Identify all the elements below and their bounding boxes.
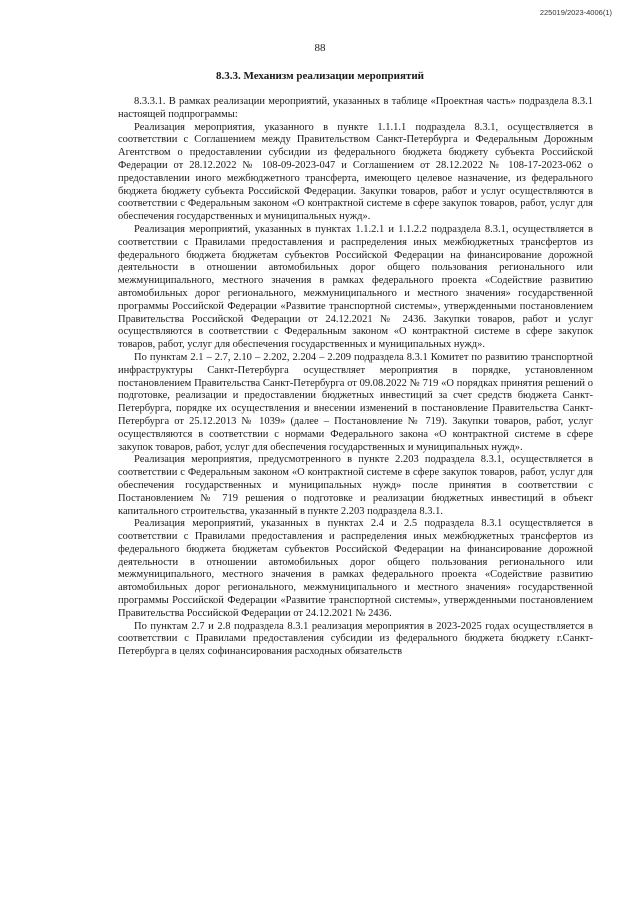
paragraph: Реализация мероприятий, указанных в пунктах 2.4 и 2.5 подраздела 8.3.1 осуществляется в соответствии с Правилами предоставления и распределения иных межбюджетных трансфертов из федерального бюджета бюджетам субъектов Российской Федерации на финансирование дорожной деятельности в отношении автомобильных дорог общего пользования регионального или межмуниципального, местного значения в рамках федерального проекта «Содействие развитию автомобильных дорог регионального, межмуниципального и местного значения» государственной программы Российской Федерации «Развитие транспортной системы», утвержденными постановлением Правительства Российской Федерации от 24.12.2021 № 2436. — [118, 518, 593, 619]
paragraph: По пунктам 2.7 и 2.8 подраздела 8.3.1 реализация мероприятия в 2023-2025 годах осуществляется в соответствии с Правилами предоставления субсидии из федерального бюджета бюджету г.Санкт-Петербурга в целях софинансирования расходных обязательств — [118, 620, 593, 658]
paragraph: Реализация мероприятия, указанного в пункте 1.1.1.1 подраздела 8.3.1, осуществляется в соответствии с Соглашением между Правительством Санкт-Петербурга и Федеральным Дорожным Агентством о предоставлении субсидии из федерального бюджета бюджету субъекта Российской Федерации от 28.12.2022 № 108-09-2023-047 и Соглашением от 28.12.2022 № 108-17-2023-062 о предоставлении иного межбюджетного трансферта, имеющего целевое назначение, из федерального бюджета бюджету субъекта Российской Федерации. Закупки товаров, работ и услуг осуществляются в соответствии с Федеральным законом «О контрактной системе в сфере закупок товаров, работ, услуг для обеспечения государственных и муниципальных нужд». — [118, 121, 593, 223]
section-title: 8.3.3. Механизм реализации мероприятий — [215, 70, 425, 82]
document-body — [118, 96, 593, 659]
paragraph-intro: 8.3.3.1. В рамках реализации мероприятий, указанных в таблице «Проектная часть» подраздела 8.3.1 настоящей подпрограммы: — [118, 96, 593, 120]
document-id: 225019/2023-4006(1) — [539, 8, 612, 17]
paragraph: Реализация мероприятий, указанных в пунктах 1.1.2.1 и 1.1.2.2 подраздела 8.3.1, осуществляется в соответствии с Правилами предоставления и распределения иных межбюджетных трансфертов из федерального бюджета бюджетам субъектов Российской Федерации на финансирование дорожной деятельности в отношении автомобильных дорог общего пользования регионального или межмуниципального, местного значения в рамках федерального проекта «Содействие развитию автомобильных дорог регионального, межмуниципального и местного значения» государственной программы Российской Федерации «Развитие транспортной системы», утвержденными постановлением Правительства Российской Федерации от 24.12.2021 № 2436. Закупки товаров, работ и услуг осуществляются в соответствии с Федеральным законом «О контрактной системе в сфере закупок товаров, работ, услуг для обеспечения государственных и муниципальных нужд». — [118, 223, 593, 351]
page-number: 88 — [314, 42, 326, 54]
paragraph: Реализация мероприятия, предусмотренного в пункте 2.203 подраздела 8.3.1, осуществляется в соответствии с Федеральным законом «О контрактной системе в сфере закупок товаров, работ, услуг для обеспечения государственных и муниципальных нужд» после принятия в соответствии с Постановлением № 719 решения о подготовке и реализации бюджетных инвестиций в объект капитального строительства, указанный в пункте 2.203 подраздела 8.3.1. — [118, 454, 593, 517]
paragraph: По пунктам 2.1 – 2.7, 2.10 – 2.202, 2.204 – 2.209 подраздела 8.3.1 Комитет по развитию транспортной инфраструктуры Санкт-Петербурга осуществляет мероприятия в порядке, установленном постановлением Правительства Санкт-Петербурга от 09.08.2022 № 719 «О порядках принятия решений о подготовке, реализации и предоставлении бюджетных инвестиций за счет средств бюджета Санкт-Петербурга, порядке их осуществления и внесении изменений в постановление Правительства Санкт-Петербурга от 25.12.2013 № 1039» (далее – Постановление № 719). Закупки товаров, работ, услуг осуществляются в соответствии с нормами Федерального закона «О контрактной системе в сфере закупок товаров, работ, услуг для обеспечения государственных и муниципальных нужд». — [118, 351, 593, 453]
